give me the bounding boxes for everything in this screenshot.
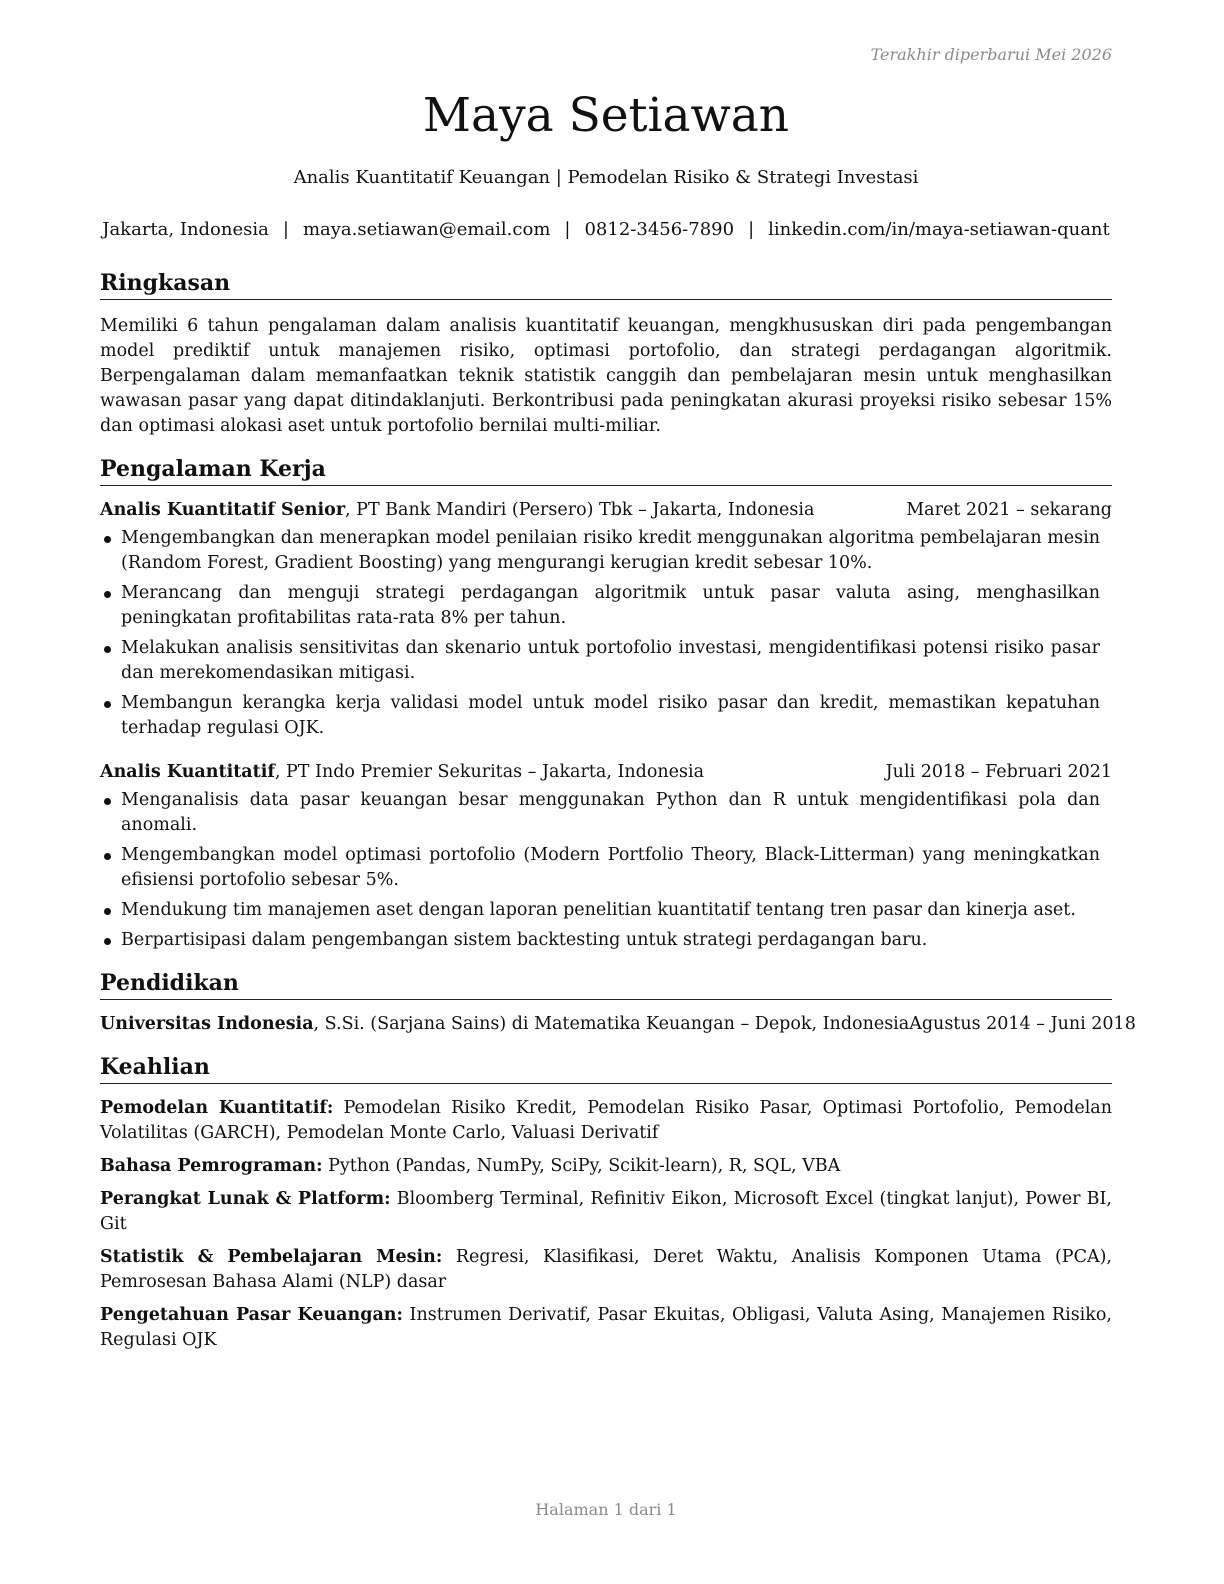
job-header: [100, 498, 1112, 523]
education-dates: Agustus 2014 – Juni 2018: [909, 1014, 1136, 1034]
contact-line: [100, 219, 1112, 240]
section-title-experience: Pengalaman Kerja: [100, 454, 1112, 486]
last-updated: Terakhir diperbarui Mei 2026: [870, 45, 1112, 64]
job-role: Analis Kuantitatif: [100, 762, 275, 782]
job-bullets: [100, 788, 1112, 953]
skill-item: [100, 1187, 1112, 1237]
contact-linkedin[interactable]: linkedin.com/in/maya-setiawan-quant: [768, 219, 1110, 240]
bullet-item: Berpartisipasi dalam pengembangan sistem backtesting untuk strategi perdagangan baru.: [100, 928, 1112, 953]
skill-item: [100, 1303, 1112, 1353]
skill-label: Pemodelan Kuantitatif:: [100, 1098, 334, 1118]
skill-label: Perangkat Lunak & Platform:: [100, 1189, 391, 1209]
resume-content: [100, 268, 1136, 1361]
skill-item: [100, 1154, 1112, 1179]
skill-text: Regresi, Klasifikasi, Deret Waktu, Analisis Komponen Utama (PCA), Pemrosesan Bahasa Alami (NLP) dasar: [100, 1247, 1112, 1292]
bullet-item: Merancang dan menguji strategi perdagangan algoritmik untuk pasar valuta asing, menghasilkan peningkatan profitabilitas rata-rata 8% per tahun.: [100, 581, 1112, 631]
experience-section: [100, 454, 1112, 953]
bullet-item: Membangun kerangka kerja validasi model untuk model risiko pasar dan kredit, memastikan kepatuhan terhadap regulasi OJK.: [100, 691, 1112, 741]
contact-phone: 0812-3456-7890: [584, 219, 735, 240]
resume-page: [100, 0, 1136, 1584]
contact-location: Jakarta, Indonesia: [102, 219, 269, 240]
page-number: Halaman 1 dari 1: [535, 1500, 677, 1519]
summary-text: Memiliki 6 tahun pengalaman dalam analisis kuantitatif keuangan, mengkhususkan diri pada pengembangan model prediktif untuk manajemen risiko, optimasi portofolio, dan strategi perdagangan algoritmik. Berpengalaman dalam memanfaatkan teknik statistik canggih dan pembelajaran mesin untuk menghasilkan wawasan pasar yang dapat ditindaklanjuti. Berkontribusi pada peningkatan akurasi proyeksi risiko sebesar 15% dan optimasi alokasi aset untuk portofolio bernilai multi-miliar.: [100, 316, 1112, 436]
job-title-line: [100, 760, 704, 785]
job-title-line: [100, 498, 814, 523]
skill-text: Instrumen Derivatif, Pasar Ekuitas, Obligasi, Valuta Asing, Manajemen Risiko, Regulasi OJK: [100, 1305, 1112, 1350]
skill-label: Pengetahuan Pasar Keuangan:: [100, 1305, 403, 1325]
bullet-item: Mengembangkan model optimasi portofolio (Modern Portfolio Theory, Black-Litterman) yang meningkatkan efisiensi portofolio sebesar 5%.: [100, 843, 1112, 893]
bullet-item: Melakukan analisis sensitivitas dan skenario untuk portofolio investasi, mengidentifikasi potensi risiko pasar dan merekomendasikan mitigasi.: [100, 636, 1112, 686]
contact-separator: |: [564, 219, 571, 240]
education-school: Universitas Indonesia: [100, 1014, 314, 1034]
skill-text: Python (Pandas, NumPy, SciPy, Scikit-learn), R, SQL, VBA: [322, 1156, 841, 1176]
skill-item: [100, 1096, 1112, 1146]
job-header: [100, 760, 1112, 785]
job-organization: , PT Bank Mandiri (Persero) Tbk – Jakarta, Indonesia: [345, 500, 815, 520]
job-entry: [100, 760, 1112, 953]
job-dates: Juli 2018 – Februari 2021: [885, 762, 1112, 782]
education-degree: , S.Si. (Sarjana Sains) di Matematika Keuangan – Depok, Indonesia: [313, 1014, 910, 1034]
skill-text: Pemodelan Risiko Kredit, Pemodelan Risiko Pasar, Optimasi Portofolio, Pemodelan Volatilitas (GARCH), Pemodelan Monte Carlo, Valuasi Derivatif: [100, 1098, 1113, 1143]
bullet-item: Mendukung tim manajemen aset dengan laporan penelitian kuantitatif tentang tren pasar dan kinerja aset.: [100, 898, 1112, 923]
contact-separator: |: [748, 219, 755, 240]
skill-item: [100, 1245, 1112, 1295]
education-entry: [100, 1012, 1136, 1037]
skill-label: Bahasa Pemrograman:: [100, 1156, 323, 1176]
summary-section: [100, 268, 1112, 439]
job-organization: , PT Indo Premier Sekuritas – Jakarta, Indonesia: [274, 762, 705, 782]
bullet-item: Mengembangkan dan menerapkan model penilaian risiko kredit menggunakan algoritma pembelajaran mesin (Random Forest, Gradient Boosting) yang mengurangi kerugian kredit sebesar 10%.: [100, 526, 1112, 576]
bullet-item: Menganalisis data pasar keuangan besar menggunakan Python dan R untuk mengidentifikasi pola dan anomali.: [100, 788, 1112, 838]
skill-text: Bloomberg Terminal, Refinitiv Eikon, Microsoft Excel (tingkat lanjut), Power BI, Git: [100, 1189, 1112, 1234]
skills-section: [100, 1052, 1112, 1353]
job-bullets: [100, 526, 1112, 741]
candidate-name: Maya Setiawan: [422, 88, 790, 143]
education-section: [100, 968, 1136, 1037]
section-title-summary: Ringkasan: [100, 268, 1112, 300]
job-dates: Maret 2021 – sekarang: [906, 500, 1112, 520]
job-entry: [100, 498, 1112, 741]
education-line: [100, 1012, 909, 1037]
section-title-education: Pendidikan: [100, 968, 1112, 1000]
contact-email[interactable]: maya.setiawan@email.com: [302, 219, 551, 240]
skill-label: Statistik & Pembelajaran Mesin:: [100, 1247, 443, 1267]
tagline: Analis Kuantitatif Keuangan | Pemodelan Risiko & Strategi Investasi: [293, 167, 919, 188]
section-title-skills: Keahlian: [100, 1052, 1112, 1084]
job-role: Analis Kuantitatif Senior: [100, 500, 346, 520]
contact-separator: |: [282, 219, 289, 240]
